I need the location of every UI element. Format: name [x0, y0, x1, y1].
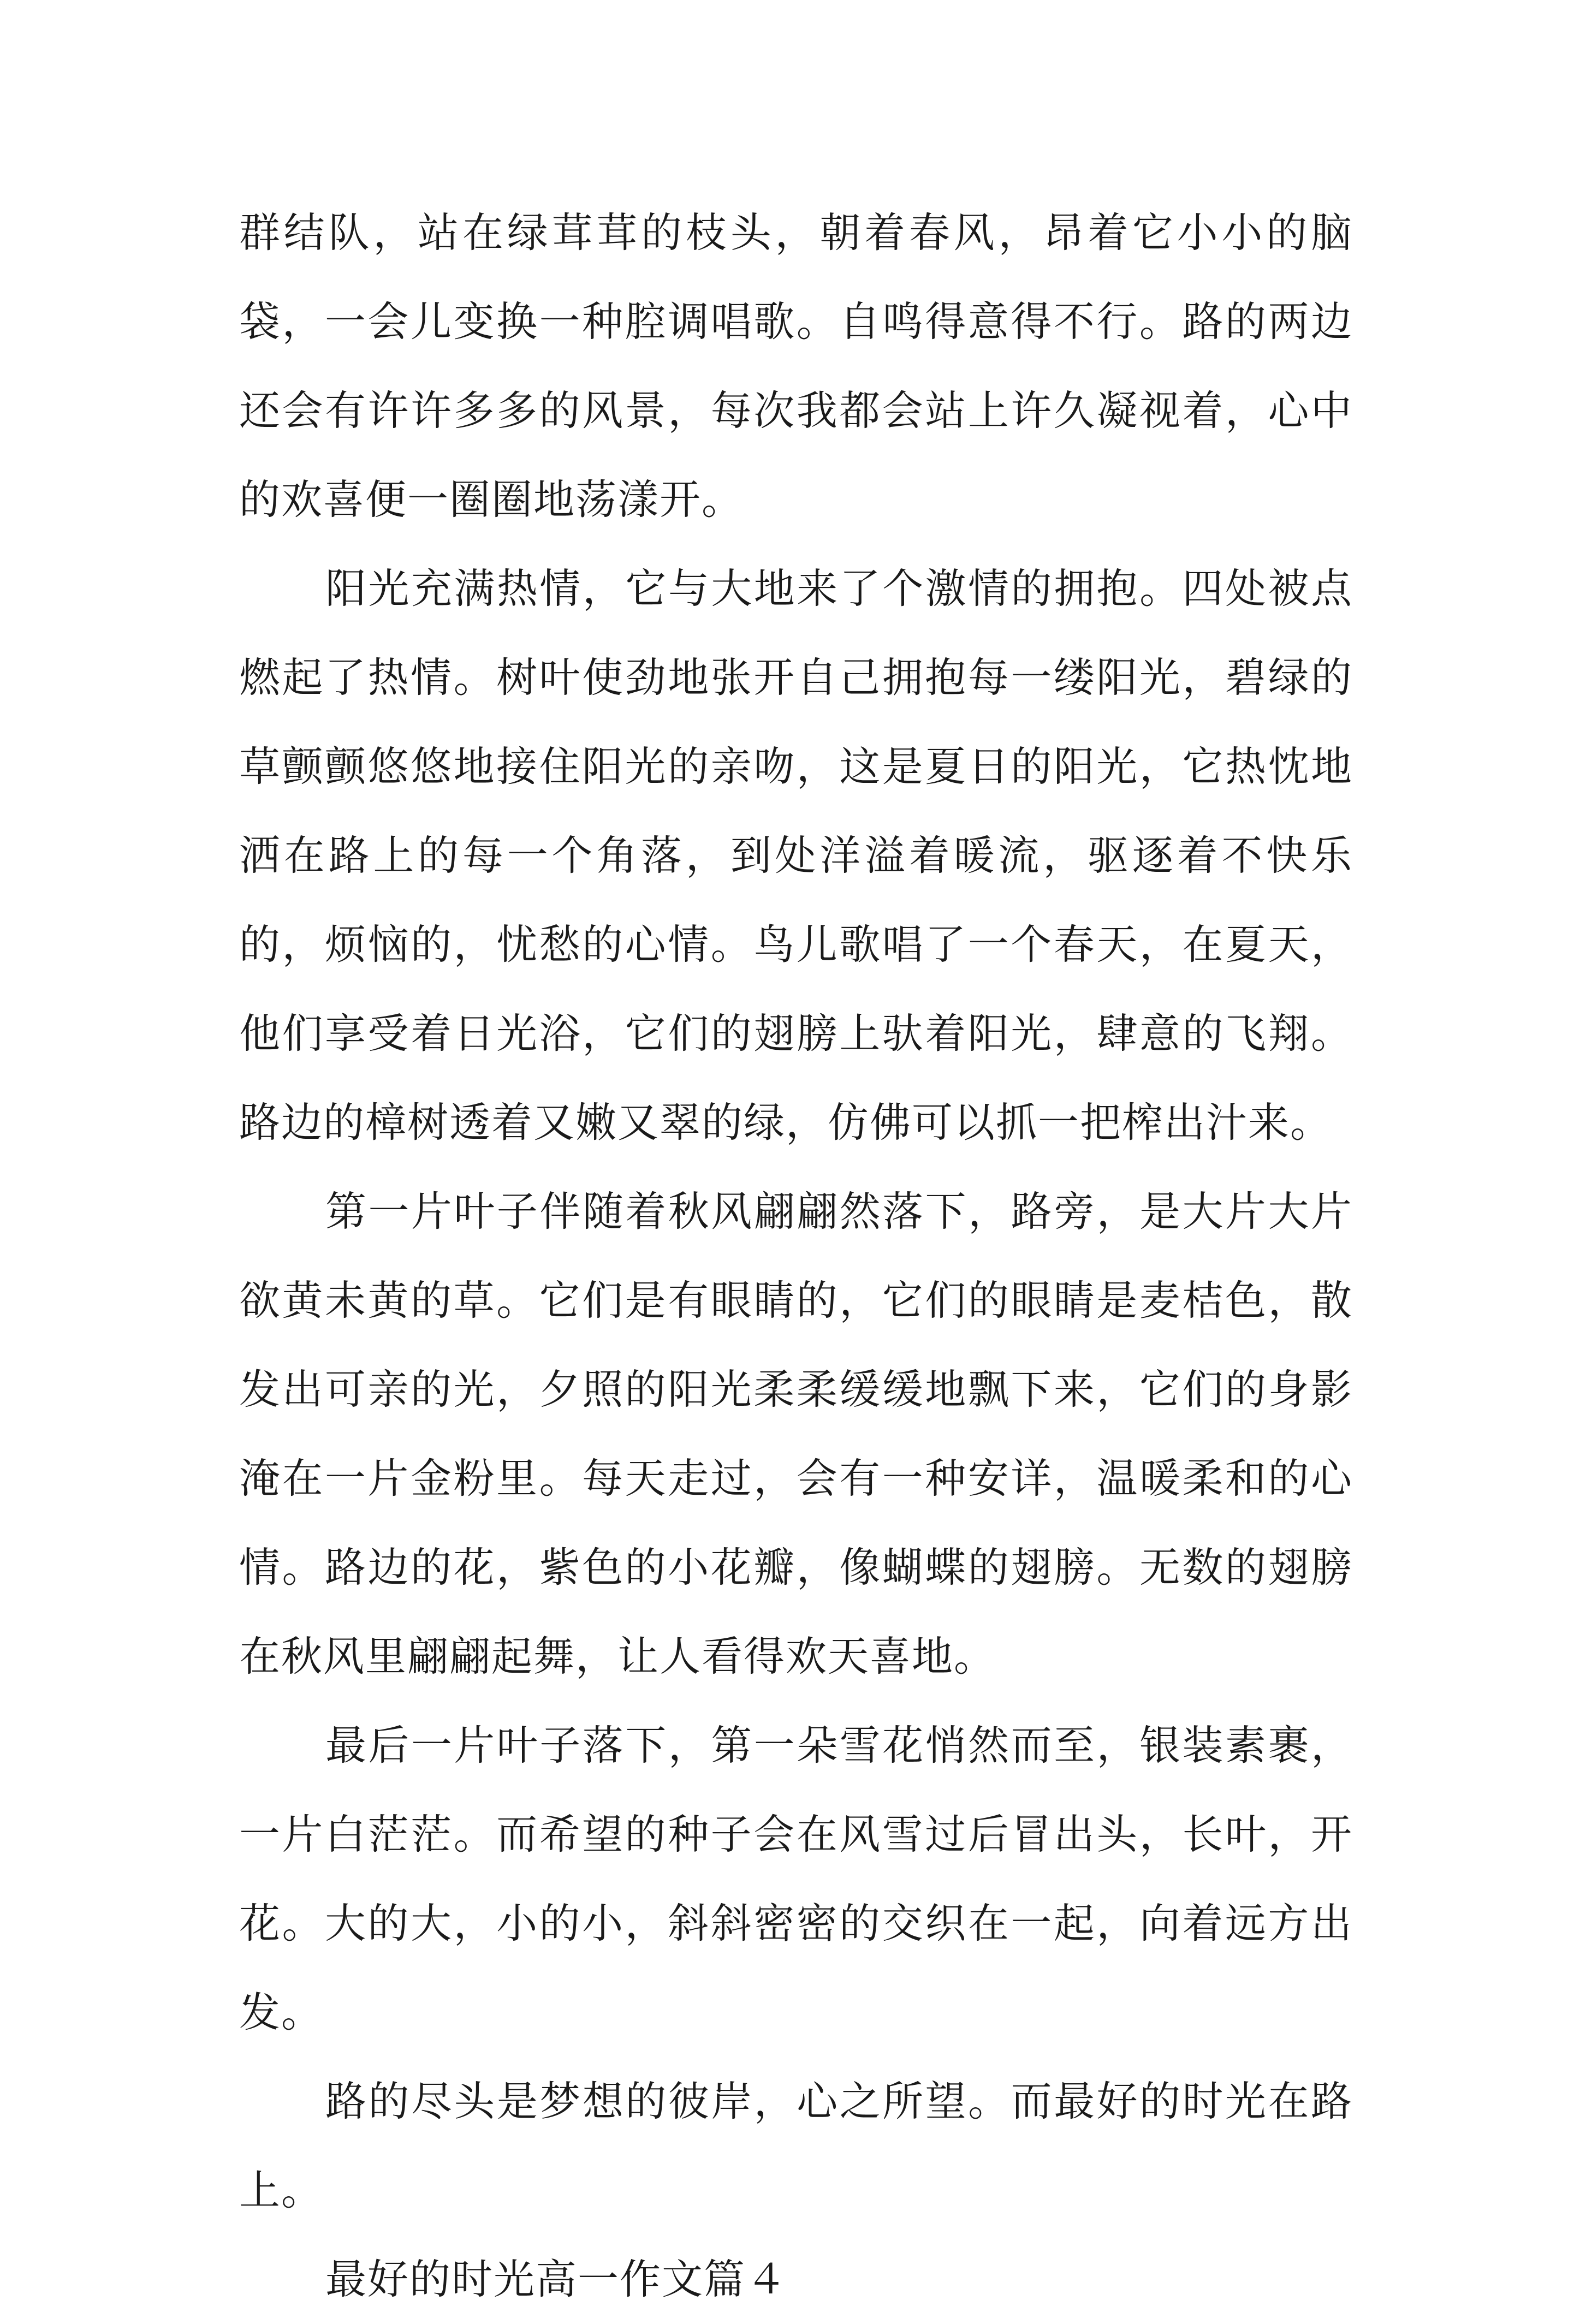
paragraph-summer: 阳光充满热情，它与大地来了个激情的拥抱。四处被点燃起了热情。树叶使劲地张开自己拥抱每一缕阳光，碧绿的草颤颤悠悠地接住阳光的亲吻，这是夏日的阳光，它热忱地洒在路上的每一个角落，到处洋溢着暖流，驱逐着不快乐的，烦恼的，忧愁的心情。鸟儿歌唱了一个春天，在夏天，他们享受着日光浴，它们的翅膀上驮着阳光，肆意的飞翔。路边的樟树透着又嫩又翠的绿，仿佛可以抓一把榨出汁来。 [239, 564, 1353, 1146]
section-heading: 最好的时光高一作文篇４ [325, 2255, 788, 2303]
paragraph-continued: 群结队，站在绿茸茸的枝头，朝着春风，昂着它小小的脑袋，一会儿变换一种腔调唱歌。自鸣得意得不行。路的两边还会有许许多多的风景，每次我都会站上许久凝视着，心中的欢喜便一圈圈地荡漾开。 [239, 209, 1353, 524]
paragraph-autumn: 第一片叶子伴随着秋风翩翩然落下，路旁，是大片大片欲黄未黄的草。它们是有眼睛的，它们的眼睛是麦桔色，散发出可亲的光，夕照的阳光柔柔缓缓地飘下来，它们的身影淹在一片金粉里。每天走过，会有一种安详，温暖柔和的心情。路边的花，紫色的小花瓣，像蝴蝶的翅膀。无数的翅膀在秋风里翩翩起舞，让人看得欢天喜地。 [239, 1187, 1353, 1680]
paragraph-conclusion: 路的尽头是梦想的彼岸，心之所望。而最好的时光在路上。 [239, 2077, 1353, 2214]
paragraph-winter: 最后一片叶子落下，第一朵雪花悄然而至，银装素裹，一片白茫茫。而希望的种子会在风雪过后冒出头，长叶，开花。大的大，小的小，斜斜密密的交织在一起，向着远方出发。 [239, 1721, 1353, 2036]
document-body [239, 188, 1353, 2324]
